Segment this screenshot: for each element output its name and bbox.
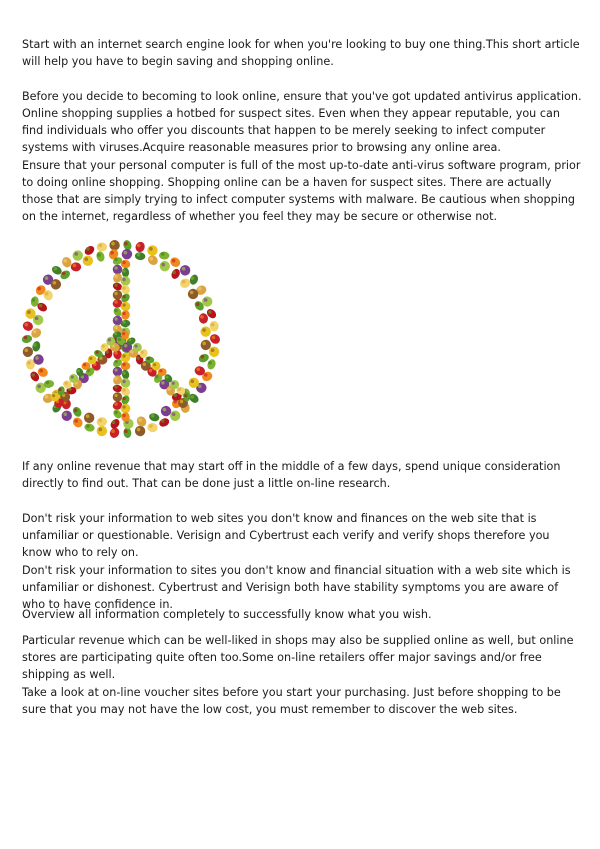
fruit-shape bbox=[134, 241, 146, 254]
fruit-peace-sign-image bbox=[16, 234, 226, 444]
fruit-shape bbox=[71, 405, 83, 418]
fruit-shape bbox=[170, 267, 182, 280]
fruit-shape bbox=[72, 249, 85, 262]
paragraph-4: If any online revenue that may start off in the middle of a few days, spend unique consideration directly to find out. That can be done just a little on-line research. bbox=[22, 460, 561, 490]
fruit-shape bbox=[199, 313, 209, 324]
fruit-shape bbox=[123, 427, 132, 438]
fruit-shape bbox=[112, 290, 122, 300]
paragraph-9: Take a look at on-line voucher sites before you start your purchasing. Just before shopping to be sure that you may not have the low cost, you must remember to discover the web sites. bbox=[22, 686, 561, 716]
fruit-shape bbox=[122, 268, 129, 278]
paragraph-2: Before you decide to becoming to look online, ensure that you've got updated antivirus application. Online shopping supplies a hotbed for suspect sites. Even when they appear reputable, you can find individuals who offer you discounts that happen to be merely seeking to infect computer systems with viruses.Acquire reasonable measures prior to browsing any online area. bbox=[22, 90, 582, 154]
paragraph-8: Particular revenue which can be well-liked in shops may also be supplied online as well, but online stores are participating quite often too.Some on-line retailers offer major savings and/or free shipping as well. bbox=[22, 634, 574, 681]
fruit-shape bbox=[159, 260, 171, 272]
paragraph-6: Don't risk your information to sites you don't know and financial situation with a web site which is unfamiliar or dishonest. Cybertrust and Verisign both have stability symptoms you are aware of who to have confidence in. bbox=[22, 564, 571, 611]
fruit-shape bbox=[146, 253, 160, 267]
fruit-shape bbox=[135, 252, 146, 261]
fruit-shape bbox=[83, 244, 96, 257]
fruit-shape bbox=[21, 334, 33, 344]
paragraph-7: Overview all information completely to successfully know what you wish. bbox=[22, 608, 432, 621]
fruit-shape bbox=[95, 250, 105, 262]
fruit-shape bbox=[179, 264, 191, 276]
fruit-shape bbox=[97, 242, 108, 251]
fruit-shape bbox=[112, 392, 123, 403]
fruit-shape bbox=[147, 422, 159, 433]
fruit-shape bbox=[83, 422, 95, 432]
fruit-shape bbox=[158, 417, 171, 429]
fruit-shape bbox=[96, 416, 108, 427]
fruit-shape bbox=[71, 262, 82, 271]
paragraph-1: Start with an internet search engine look for when you're looking to buy one thing.This short article will help you have to begin saving and shopping online. bbox=[22, 38, 580, 68]
fruit-shape bbox=[197, 352, 210, 363]
fruit-shape bbox=[120, 361, 130, 370]
fruit-shape bbox=[82, 411, 96, 425]
fruit-shape bbox=[148, 412, 160, 423]
fruit-shape bbox=[71, 416, 85, 430]
fruit-shape bbox=[168, 255, 182, 269]
fruit-shape bbox=[159, 251, 170, 259]
fruit-shape bbox=[62, 411, 72, 422]
paragraph-3: Ensure that your personal computer is full of the most up-to-date anti-virus software program, prior to doing online shopping. Shopping online can be a haven for suspect sites. There are actually those that are simply trying to infect computer systems with malware. Be cautious when shopping on the internet, regardless of whether you feel they may be secure or otherwise not. bbox=[22, 159, 581, 223]
fruit-shape bbox=[121, 310, 131, 321]
fruit-shape bbox=[179, 277, 192, 290]
fruit-shape bbox=[135, 415, 148, 429]
fruit-shape bbox=[120, 247, 134, 261]
paragraph-5: Don't risk your information to web sites you don't know and finances on the web site that is unfamiliar or questionable. Verisign and Cybertrust each verify and verify shops therefore you know who to rely on. bbox=[22, 512, 550, 559]
